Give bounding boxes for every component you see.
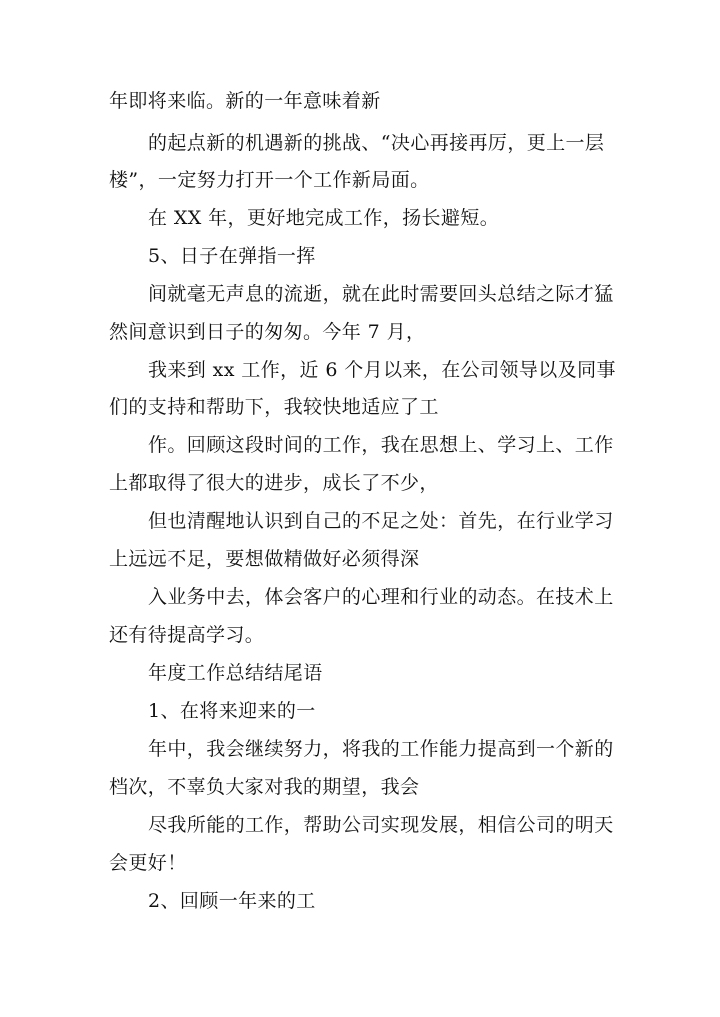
list-item-heading: 1、在将来迎来的一 [148, 700, 316, 722]
body-line: 年中，我会继续努力，将我的工作能力提高到一个新的 [148, 738, 614, 760]
body-line: 间就毫无声息的流逝，就在此时需要回头总结之际才猛 [148, 283, 614, 305]
body-line: 年即将来临。新的一年意味着新 [109, 90, 381, 112]
section-heading: 5、日子在弹指一挥 [148, 245, 316, 267]
body-line: 然间意识到日子的匆匆。今年 7 月， [109, 321, 426, 343]
body-line: 上都取得了很大的进步，成长了不少， [109, 472, 439, 494]
body-line: 但也清醒地认识到自己的不足之处：首先，在行业学习 [148, 510, 614, 532]
body-line: 楼”，一定努力打开一个工作新局面。 [109, 169, 430, 191]
body-line: 的起点新的机遇新的挑战、“决心再接再厉，更上一层 [148, 132, 605, 154]
body-line: 会更好！ [109, 852, 187, 874]
section-heading: 年度工作总结结尾语 [148, 662, 323, 684]
body-line: 上远远不足，要想做精做好必须得深 [109, 548, 420, 570]
body-line: 作。回顾这段时间的工作，我在思想上、学习上、工作 [148, 434, 614, 456]
body-line: 入业务中去，体会客户的心理和行业的动态。在技术上 [148, 586, 614, 608]
body-line: 我来到 xx 工作，近 6 个月以来，在公司领导以及同事 [148, 359, 616, 381]
body-line: 在 XX 年，更好地完成工作，扬长避短。 [148, 207, 500, 229]
body-line: 还有待提高学习。 [109, 624, 265, 646]
body-line: 尽我所能的工作，帮助公司实现发展，相信公司的明天 [148, 814, 614, 836]
body-line: 档次，不辜负大家对我的期望，我会 [109, 776, 420, 798]
list-item-heading: 2、回顾一年来的工 [148, 890, 316, 912]
body-line: 们的支持和帮助下，我较快地适应了工 [109, 396, 439, 418]
